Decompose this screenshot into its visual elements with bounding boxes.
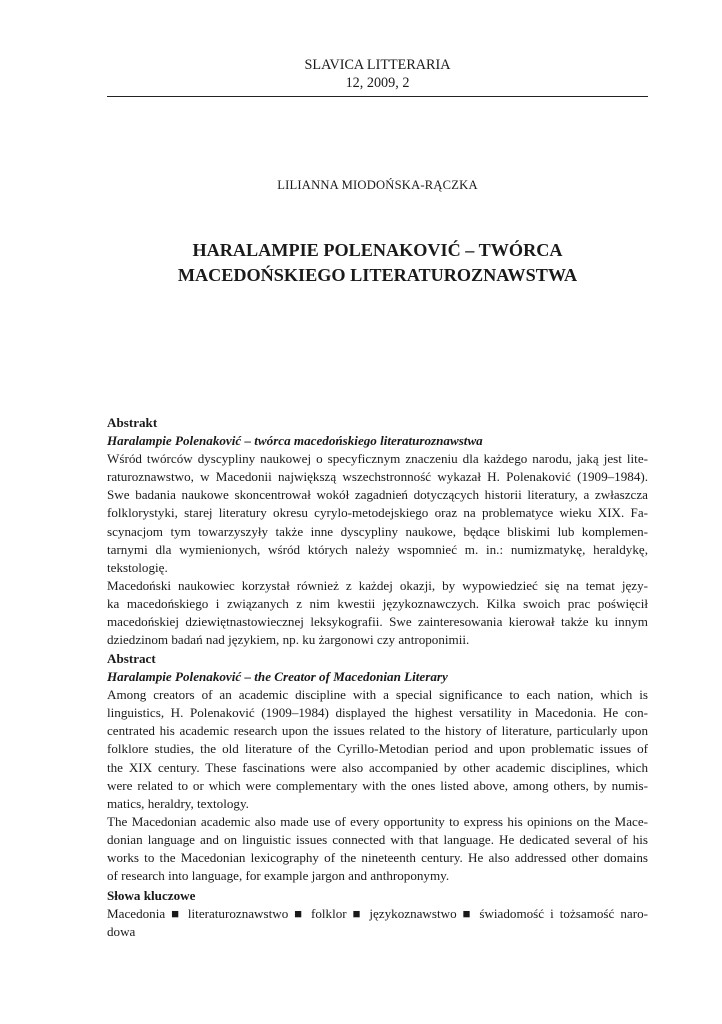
abstrakt-subtitle: Haralampie Polenaković – twórca macedońskiego literaturoznawstwa	[107, 433, 483, 449]
keywords-heading: Słowa kluczowe	[107, 888, 196, 903]
journal-name: SLAVICA LITTERARIA	[304, 57, 451, 73]
text-line: ka macedońskiego i związanych z nim kwestii językoznawczych. Kilka swoich prac poświęcił	[107, 595, 648, 611]
header-rule	[107, 96, 648, 97]
abstract-heading: Abstract	[107, 651, 156, 666]
text-line: dziedzinom badań nad językiem, np. ku żargonowi czy antroponimii.	[107, 632, 470, 648]
text-line: Wśród twórców dyscypliny naukowej o specyficznym znaczeniu dla każdego narodu, jaką jest lite-	[107, 451, 648, 467]
text-line: Swe badania naukowe skoncentrował wokół zagadnień dotyczących historii literatury, a zwłaszcza	[107, 487, 648, 503]
abstract-section	[107, 650, 648, 885]
keywords-list	[107, 905, 648, 941]
text-line: matics, heraldry, textology.	[107, 795, 249, 811]
author-name: LILIANNA MIODOŃSKA-RĄCZKA	[277, 178, 478, 192]
article-title	[107, 238, 648, 288]
text-line: donian language and on linguistic issues connected with that language. He dedicated several of his	[107, 831, 648, 847]
title-line-1: HARALAMPIE POLENAKOVIĆ – TWÓRCA	[192, 240, 563, 260]
journal-header	[107, 56, 648, 92]
abstrakt-heading: Abstrakt	[107, 415, 158, 430]
abstrakt-paragraph-1	[107, 450, 648, 577]
text-line: folklorystyki, starej literatury okresu cyrylo-metodejskiego oraz na problematyce wieku XIX. Fa-	[107, 505, 648, 521]
text-line: scynacjom tym towarzyszyły także inne dyscypliny naukowe, będące bliskimi lub komplemen-	[107, 523, 648, 539]
journal-issue: 12, 2009, 2	[345, 75, 410, 91]
text-line: raturoznawstwo, w Macedonii największą wszechstronność wykazał H. Polenaković (1909–1984).	[107, 469, 648, 485]
text-line: dowa	[107, 924, 136, 940]
text-line: centrated his academic research upon the issues related to the history of literature, particularly upon	[107, 723, 648, 739]
text-line: macedońskiej dziewiętnastowiecznej leksykografii. Swe zainteresowania kierował także ku innym	[107, 614, 648, 630]
text-line: were related to or which were complementary with the ones listed above, among others, by numis-	[107, 777, 648, 793]
abstrakt-paragraph-2	[107, 577, 648, 649]
abstract-subtitle: Haralampie Polenaković – the Creator of Macedonian Literary	[107, 669, 448, 685]
text-line: the XIX century. These fascinations were also accompanied by other academic disciplines, which	[107, 759, 648, 775]
text-line: Macedonia ■ literaturoznawstwo ■ folklor ■ językoznawstwo ■ świadomość i tożsamość naro-	[107, 906, 648, 922]
text-line: The Macedonian academic also made use of every opportunity to express his opinions on the Mace-	[107, 813, 648, 829]
text-line: linguistics, H. Polenaković (1909–1984) displayed the highest versatility in Macedonia. He con-	[107, 705, 648, 721]
text-line: tarnymi dla wymienionych, wśród których należy wspomnieć m. in.: numizmatykę, heraldykę,	[107, 541, 648, 557]
text-line: works to the Macedonian lexicography of the nineteenth century. He also addressed other domains	[107, 850, 648, 866]
abstract-paragraph-1	[107, 686, 648, 813]
text-line: folklore studies, the old literature of the Cyrillo-Metodian period and upon problematic issues of	[107, 741, 648, 757]
abstract-paragraph-2	[107, 813, 648, 885]
text-line: of research into language, for example jargon and anthroponymy.	[107, 868, 450, 884]
abstrakt-section	[107, 414, 648, 649]
text-line: tekstologię.	[107, 559, 168, 575]
title-line-2: MACEDOŃSKIEGO LITERATUROZNAWSTWA	[177, 265, 578, 285]
text-line: Macedoński naukowiec korzystał również z każdej okazji, by wypowiedzieć się na temat języ-	[107, 577, 648, 593]
text-line: Among creators of an academic discipline with a special significance to each nation, which is	[107, 687, 648, 703]
keywords-section	[107, 887, 648, 941]
